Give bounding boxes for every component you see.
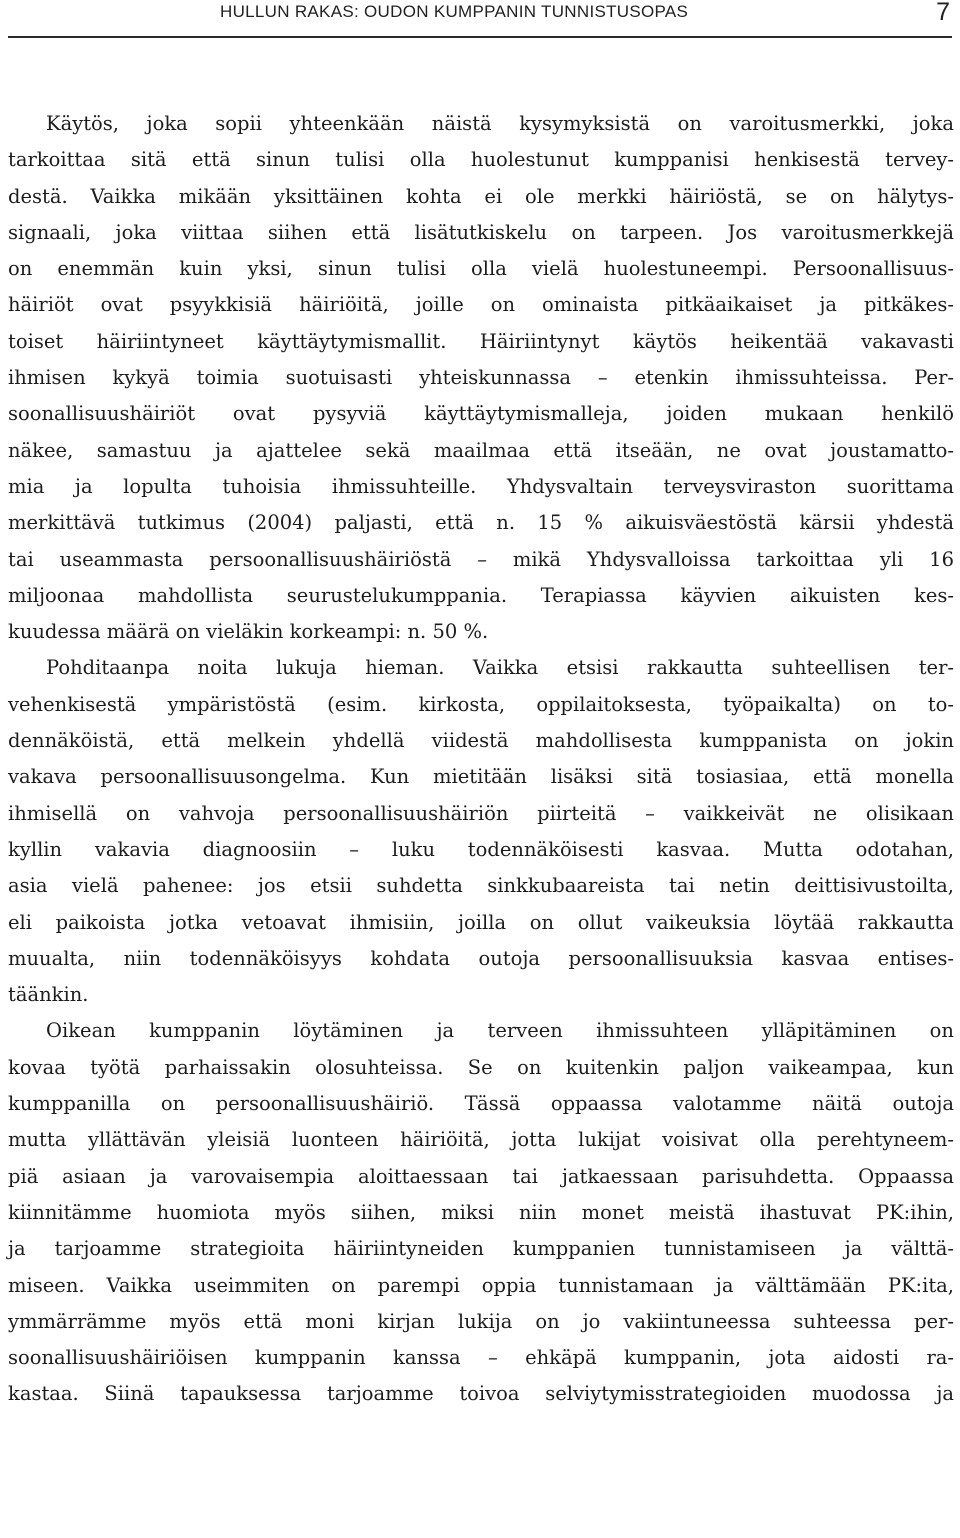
page-header bbox=[8, 0, 952, 38]
text-line: täänkin. bbox=[8, 983, 89, 1007]
text-line: signaali, joka viittaa siihen että lisätutkiskelu on tarpeen. Jos varoitusmerkkejä bbox=[8, 220, 954, 244]
text-line: eli paikoista jotka vetoavat ihmisiin, joilla on ollut vaikeuksia löytää rakkautta bbox=[8, 910, 954, 934]
text-line: miljoonaa mahdollista seurustelukumppania. Terapiassa käyvien aikuisten kes- bbox=[8, 583, 954, 607]
text-line: piä asiaan ja varovaisempia aloittaessaan tai jatkaessaan parisuhdetta. Oppaassa bbox=[8, 1164, 954, 1188]
text-line: mutta yllättävän yleisiä luonteen häiriöitä, jotta lukijat voisivat olla perehtyneem- bbox=[8, 1128, 954, 1152]
text-line: Oikean kumppanin löytäminen ja terveen ihmissuhteen ylläpitäminen on bbox=[46, 1019, 954, 1043]
text-line: ja tarjoamme strategioita häiriintyneiden kumppanien tunnistamiseen ja välttä- bbox=[8, 1237, 954, 1261]
text-line: tarkoittaa sitä että sinun tulisi olla huolestunut kumppanisi henkisestä tervey- bbox=[8, 148, 954, 172]
text-line: kyllin vakavia diagnoosiin – luku todennäköisesti kasvaa. Mutta odotahan, bbox=[8, 837, 954, 861]
text-line: kumppanilla on persoonallisuushäiriö. Tässä oppaassa valotamme näitä outoja bbox=[8, 1092, 954, 1116]
text-line: kuudessa määrä on vieläkin korkeampi: n. 50 %. bbox=[8, 620, 489, 644]
text-line: näkee, samastuu ja ajattelee sekä maailmaa että itseään, ne ovat joustamatto- bbox=[8, 438, 954, 462]
page-number: 7 bbox=[936, 0, 950, 26]
text-line: ihmisen kykyä toimia suotuisasti yhteiskunnassa – etenkin ihmissuhteissa. Per- bbox=[8, 366, 954, 390]
text-line: Käytös, joka sopii yhteenkään näistä kysymyksistä on varoitusmerkki, joka bbox=[46, 112, 954, 135]
text-line: ihmisellä on vahvoja persoonallisuushäiriön piirteitä – vaikkeivät ne olisikaan bbox=[8, 801, 954, 825]
text-line: soonallisuushäiriöisen kumppanin kanssa – ehkäpä kumppanin, jota aidosti ra- bbox=[8, 1346, 954, 1370]
text-line: miseen. Vaikka useimmiten on parempi oppia tunnistamaan ja välttämään PK:ita, bbox=[8, 1273, 954, 1297]
text-line: muualta, niin todennäköisyys kohdata outoja persoonallisuuksia kasvaa entises- bbox=[8, 946, 954, 970]
text-line: kovaa työtä parhaissakin olosuhteissa. Se on kuitenkin paljon vaikeampaa, kun bbox=[8, 1055, 954, 1079]
text-line: kastaa. Siinä tapauksessa tarjoamme toivoa selviytymisstrategioiden muodossa ja bbox=[8, 1382, 954, 1406]
text-line: tai useammasta persoonallisuushäiriöstä – mikä Yhdysvalloissa tarkoittaa yli 16 bbox=[8, 547, 954, 571]
text-line: ymmärrämme myös että moni kirjan lukija on jo vakiintuneessa suhteessa per- bbox=[8, 1309, 954, 1333]
text-line: merkittävä tutkimus (2004) paljasti, että n. 15 % aikuisväestöstä kärsii yhdestä bbox=[8, 511, 954, 535]
text-line: Pohditaanpa noita lukuja hieman. Vaikka etsisi rakkautta suhteellisen ter- bbox=[46, 656, 954, 680]
text-line: destä. Vaikka mikään yksittäinen kohta ei ole merkki häiriöstä, se on hälytys- bbox=[8, 184, 954, 208]
text-line: vehenkisestä ympäristöstä (esim. kirkosta, oppilaitoksesta, työpaikalta) on to- bbox=[8, 692, 954, 716]
text-line: vakava persoonallisuusongelma. Kun mietitään lisäksi sitä tosiasiaa, että monella bbox=[8, 765, 954, 789]
text-line: kiinnitämme huomiota myös siihen, miksi niin monet meistä ihastuvat PK:ihin, bbox=[8, 1200, 954, 1224]
running-title: HULLUN RAKAS: OUDON KUMPPANIN TUNNISTUSOPAS bbox=[220, 2, 689, 21]
text-line: asia vielä pahenee: jos etsii suhdetta sinkkubaareista tai netin deittisivustoilta, bbox=[8, 874, 954, 898]
text-line: mia ja lopulta tuhoisia ihmissuhteille. Yhdysvaltain terveysviraston suorittama bbox=[8, 474, 954, 498]
text-line: on enemmän kuin yksi, sinun tulisi olla vielä huolestuneempi. Persoonallisuus- bbox=[8, 257, 954, 281]
body-text bbox=[8, 106, 954, 1413]
text-line: häiriöt ovat psyykkisiä häiriöitä, joille on ominaista pitkäaikaiset ja pitkäkes- bbox=[8, 293, 954, 317]
text-line: toiset häiriintyneet käyttäytymismallit. Häiriintynyt käytös heikentää vakavasti bbox=[8, 329, 954, 353]
text-line: dennäköistä, että melkein yhdellä viidestä mahdollisesta kumppanista on jokin bbox=[8, 729, 954, 753]
text-line: soonallisuushäiriöt ovat pysyviä käyttäytymismalleja, joiden mukaan henkilö bbox=[8, 402, 954, 426]
